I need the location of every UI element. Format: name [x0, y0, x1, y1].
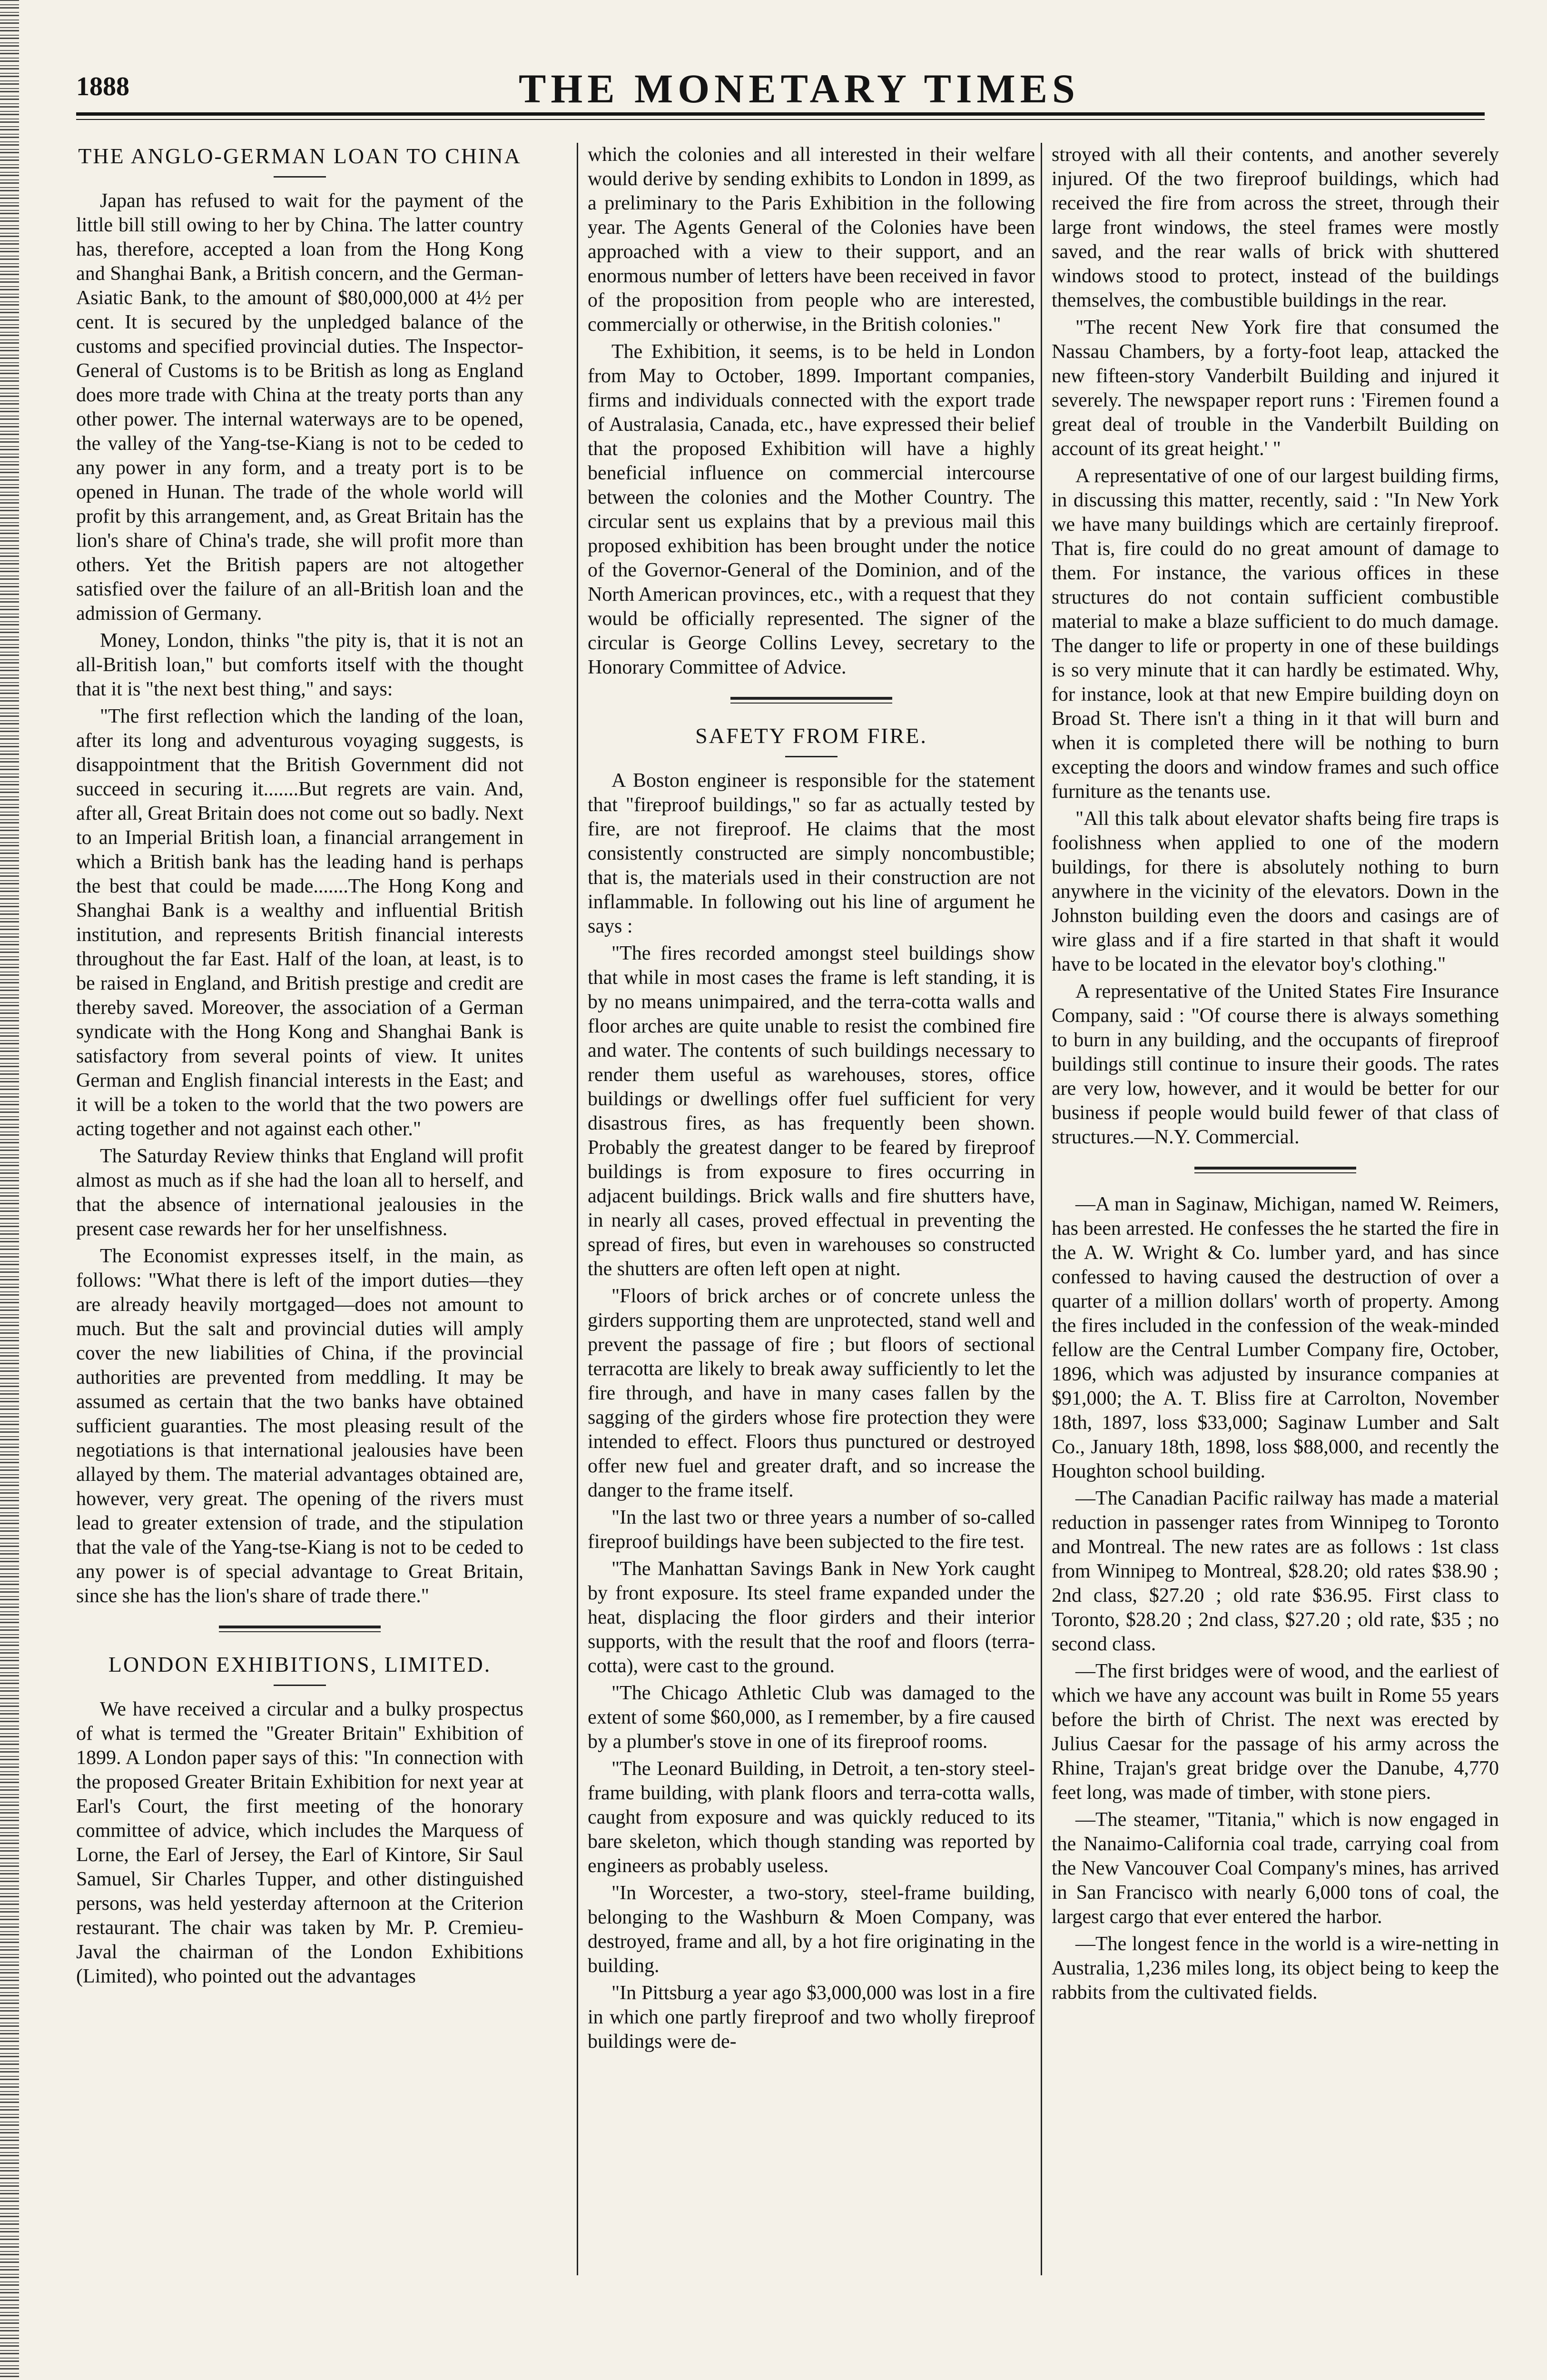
page-binding-edge	[0, 0, 19, 2380]
section-divider	[1194, 1167, 1356, 1173]
section-divider	[219, 1626, 381, 1632]
masthead-title: THE MONETARY TIMES	[519, 66, 1080, 111]
header-rule-thin	[76, 119, 1485, 120]
column-divider	[1041, 143, 1042, 2275]
paragraph: stroyed with all their contents, and another severely injured. Of the two fireproof buildings, which had received the fire from across the street, through their large front windows, the steel frames were mostly saved, and the rear walls of brick with shuttered windows stood to protect, instead of the buildings themselves, the combustible buildings in the rear.	[1052, 144, 1499, 311]
title-rule	[274, 176, 326, 178]
section-divider	[730, 697, 892, 704]
header-rule	[76, 112, 1485, 116]
paragraph: Money, London, thinks "the pity is, that it is not an all-British loan," but comforts itself with the thought that it is "the next best thing," and says:	[76, 630, 523, 700]
paragraph: A representative of the United States Fire Insurance Company, said : "Of course there is always something to burn in any building, and the occupants of fireproof buildings still continue to insure their goods. The rates are very low, however, and it would be better for our business if people would build fewer of that class of structures.—N.Y. Commercial.	[1052, 981, 1499, 1148]
paragraph: "The recent New York fire that consumed the Nassau Chambers, by a forty-foot leap, attacked the new fifteen-story Vanderbilt Building and injured it severely. The newspaper report runs : 'Firemen found a great deal of trouble in the Vanderbilt Building on account of its great height.' "	[1052, 317, 1499, 460]
article-title-anglo-german-loan: THE ANGLO-GERMAN LOAN TO CHINA	[78, 144, 522, 168]
column-divider	[577, 143, 578, 2275]
paragraph: "In the last two or three years a number of so-called fireproof buildings have been subjected to the fire test.	[588, 1507, 1035, 1553]
news-item: —The first bridges were of wood, and the earliest of which we have any account was built in Rome 55 years before the birth of Christ. The next was erected by Julius Caesar for the passage of his army across the Rhine, Trajan's great bridge over the Danube, 4,770 feet long, was made of timber, with stone piers.	[1052, 1660, 1499, 1804]
paragraph: Japan has refused to wait for the payment of the little bill still owing to her by China. The latter country has, therefore, accepted a loan from the Hong Kong and Shanghai Bank, a British concern, and the German-Asiatic Bank, to the amount of $80,000,000 at 4½ per cent. It is secured by the unpledged balance of the customs and specified provincial duties. The Inspector-General of Customs is to be British as long as England does more trade with China at the treaty ports than any other power. The internal waterways are to be opened, the valley of the Yang-tse-Kiang is not to be ceded to any power in any form, and a treaty port is to be opened in Hunan. The trade of the whole world will profit by this arrangement, and, as Great Britain has the lion's share of China's trade, she will profit more than others. Yet the British papers are not altogether satisfied over the failure of an all-British loan and the admission of Germany.	[76, 190, 523, 625]
paragraph: A Boston engineer is responsible for the statement that "fireproof buildings," so far as actually tested by fire, are not fireproof. He claims that the most consistently constructed are simply noncombustible; that is, the materials used in their construction are not inflammable. In following out his line of argument he says :	[588, 770, 1035, 937]
paragraph: "The Chicago Athletic Club was damaged to the extent of some $60,000, as I remember, by a fire caused by a plumber's stove in one of its fireproof rooms.	[588, 1682, 1035, 1753]
paragraph: "In Pittsburg a year ago $3,000,000 was lost in a fire in which one partly fireproof and two wholly fireproof buildings were de-	[588, 1982, 1035, 2053]
article-title-london-exhibitions: LONDON EXHIBITIONS, LIMITED.	[108, 1652, 492, 1676]
paragraph: "The fires recorded amongst steel buildings show that while in most cases the frame is left standing, it is by no means unimpaired, and the terra-cotta walls and floor arches are quite unable to resist the combined fire and water. The contents of such buildings necessary to render them useful as warehouses, stores, office buildings or dwellings offer fuel sufficient for very disastrous fires, as has frequently been shown. Probably the greatest danger to be feared by fireproof buildings is from exposure to fires occurring in adjacent buildings. Brick walls and fire shutters have, in nearly all cases, proved effectual in preventing the spread of fires, but even in warehouses so constructed the shutters are often left open at night.	[588, 942, 1035, 1280]
paragraph: The Saturday Review thinks that England will profit almost as much as if she had the loan all to herself, and that the absence of international jealousies in the present case rewards her for her unselfishness.	[76, 1145, 523, 1240]
article-title-safety-from-fire: SAFETY FROM FIRE.	[695, 724, 927, 748]
paragraph: The Economist expresses itself, in the main, as follows: "What there is left of the import duties—they are already heavily mortgaged—does not amount to much. But the salt and provincial duties will amply cover the new liabilities of China, if the provincial authorities are prevented from meddling. It may be assumed as certain that the two banks have obtained sufficient guaranties. The most pleasing result of the negotiations is that international jealousies have been allayed by them. The material advantages obtained are, however, very great. The opening of the rivers must lead to greater extension of trade, and the stipulation that the vale of the Yang-tse-Kiang is not to be ceded to any power is of special advantage to Great Britain, since she has the lion's share of trade there."	[76, 1245, 523, 1607]
title-rule	[785, 756, 838, 757]
paragraph: "The first reflection which the landing of the loan, after its long and adventurous voyaging suggests, is disappointment that the British Government did not succeed in securing it.......But regrets are vain. And, after all, Great Britain does not come out so badly. Next to an Imperial British loan, a financial arrangement in which a British bank has the leading hand is perhaps the best that could be made.......The Hong Kong and Shanghai Bank is a wealthy and influential British institution, and represents British financial interests throughout the far East. Half of the loan, at least, is to be raised in England, and British prestige and credit are thereby saved. Moreover, the association of a German syndicate with the Hong Kong and Shanghai Bank is satisfactory from several points of view. It unites German and English financial interests in the East; and it will be a token to the world that the two powers are acting together and not against each other."	[76, 705, 523, 1140]
page-number: 1888	[76, 72, 129, 101]
title-rule	[274, 1685, 326, 1686]
paragraph: "In Worcester, a two-story, steel-frame building, belonging to the Washburn & Moen Company, was destroyed, frame and all, by a hot fire originating in the building.	[588, 1882, 1035, 1977]
news-item: —The Canadian Pacific railway has made a material reduction in passenger rates from Winnipeg to Toronto and Montreal. The new rates are as follows : 1st class from Winnipeg to Montreal, $28.20; old rates $38.90 ; 2nd class, $27.20 ; old rate $36.95. First class to Toronto, $28.20 ; 2nd class, $27.20 ; old rate, $35 ; no second class.	[1052, 1488, 1499, 1655]
paragraph: which the colonies and all interested in their welfare would derive by sending exhibits to London in 1899, as a preliminary to the Paris Exhibition in the following year. The Agents General of the Colonies have been approached with a view to their support, and an enormous number of letters have been received in favor of the proposition from people who are interested, commercially or otherwise, in the British colonies."	[588, 144, 1035, 336]
paragraph: "The Leonard Building, in Detroit, a ten-story steel-frame building, with plank floors and terra-cotta walls, caught from exposure and was quickly reduced to its bare skeleton, which though standing was reported by engineers as probably useless.	[588, 1758, 1035, 1877]
column-1	[76, 143, 523, 2285]
paragraph: A representative of one of our largest building firms, in discussing this matter, recently, said : "In New York we have many buildings which are certainly fireproof. That is, fire could do no great amount of damage to them. For instance, the various offices in these structures do not contain sufficient combustible material to make a blaze sufficient to do much damage. The danger to life or property in one of these buildings is so very minute that it can hardly be estimated. Why, for instance, look at that new Empire building doyn on Broad St. There isn't a thing in it that will burn and when it is completed there will be nothing to burn excepting the doors and window frames and such office furniture as the tenants use.	[1052, 465, 1499, 803]
column-2	[588, 143, 1035, 2285]
paragraph: The Exhibition, it seems, is to be held in London from May to October, 1899. Important companies, firms and individuals connected with the export trade of Australasia, Canada, etc., have expressed their belief that the proposed Exhibition will have a highly beneficial influence on commercial intercourse between the colonies and the Mother Country. The circular sent us explains that by a previous mail this proposed exhibition has been brought under the notice of the Governor-General of the Dominion, and of the North American provinces, etc., with a request that they would be officially represented. The signer of the circular is George Collins Levey, secretary to the Honorary Committee of Advice.	[588, 341, 1035, 678]
news-item: —The steamer, "Titania," which is now engaged in the Nanaimo-California coal trade, carrying coal from the New Vancouver Coal Company's mines, has arrived in San Francisco with nearly 6,000 tons of coal, the largest cargo that ever entered the harbor.	[1052, 1809, 1499, 1928]
paragraph: "Floors of brick arches or of concrete unless the girders supporting them are unprotected, stand well and prevent the passage of fire ; but floors of sectional terracotta are likely to break away sufficiently to let the fire through, and have in many cases fallen by the sagging of the girders whose fire protection they were intended to effect. Floors thus punctured or destroyed offer new fuel and greater draft, and so increase the danger to the frame itself.	[588, 1285, 1035, 1501]
paragraph: "All this talk about elevator shafts being fire traps is foolishness when applied to one of the modern buildings, for there is absolutely nothing to burn anywhere in the vicinity of the elevators. Down in the Johnston building even the doors and casings are of wire glass and if a fire started in that shaft it would have to be located in the elevator boy's clothing."	[1052, 808, 1499, 975]
paragraph: "The Manhattan Savings Bank in New York caught by front exposure. Its steel frame expanded under the heat, displacing the floor girders and their interior supports, with the result that the roof and floors (terra-cotta), were cast to the ground.	[588, 1558, 1035, 1677]
paragraph: We have received a circular and a bulky prospectus of what is termed the "Greater Britain" Exhibition of 1899. A London paper says of this: "In connection with the proposed Greater Britain Exhibition for next year at Earl's Court, the first meeting of the honorary committee of advice, which includes the Marquess of Lorne, the Earl of Jersey, the Earl of Kintore, Sir Saul Samuel, Sir Charles Tupper, and other distinguished persons, was held yesterday afternoon at the Criterion restaurant. The chair was taken by Mr. P. Cremieu-Javal the chairman of the London Exhibitions (Limited), who pointed out the advantages	[76, 1698, 523, 1987]
news-item: —The longest fence in the world is a wire-netting in Australia, 1,236 miles long, its object being to keep the rabbits from the cultivated fields.	[1052, 1933, 1499, 2003]
column-3	[1052, 143, 1499, 2285]
news-item: —A man in Saginaw, Michigan, named W. Reimers, has been arrested. He confesses the he started the fire in the A. W. Wright & Co. lumber yard, and has since confessed to having caused the destruction of over a quarter of a million dollars' worth of property. Among the fires included in the confession of the weak-minded fellow are the Central Lumber Company fire, October, 1896, which was adjusted by insurance companies at $91,000; the A. T. Bliss fire at Carrolton, November 18th, 1897, loss $33,000; Saginaw Lumber and Salt Co., January 18th, 1898, loss $88,000, and recently the Houghton school building.	[1052, 1193, 1499, 1482]
